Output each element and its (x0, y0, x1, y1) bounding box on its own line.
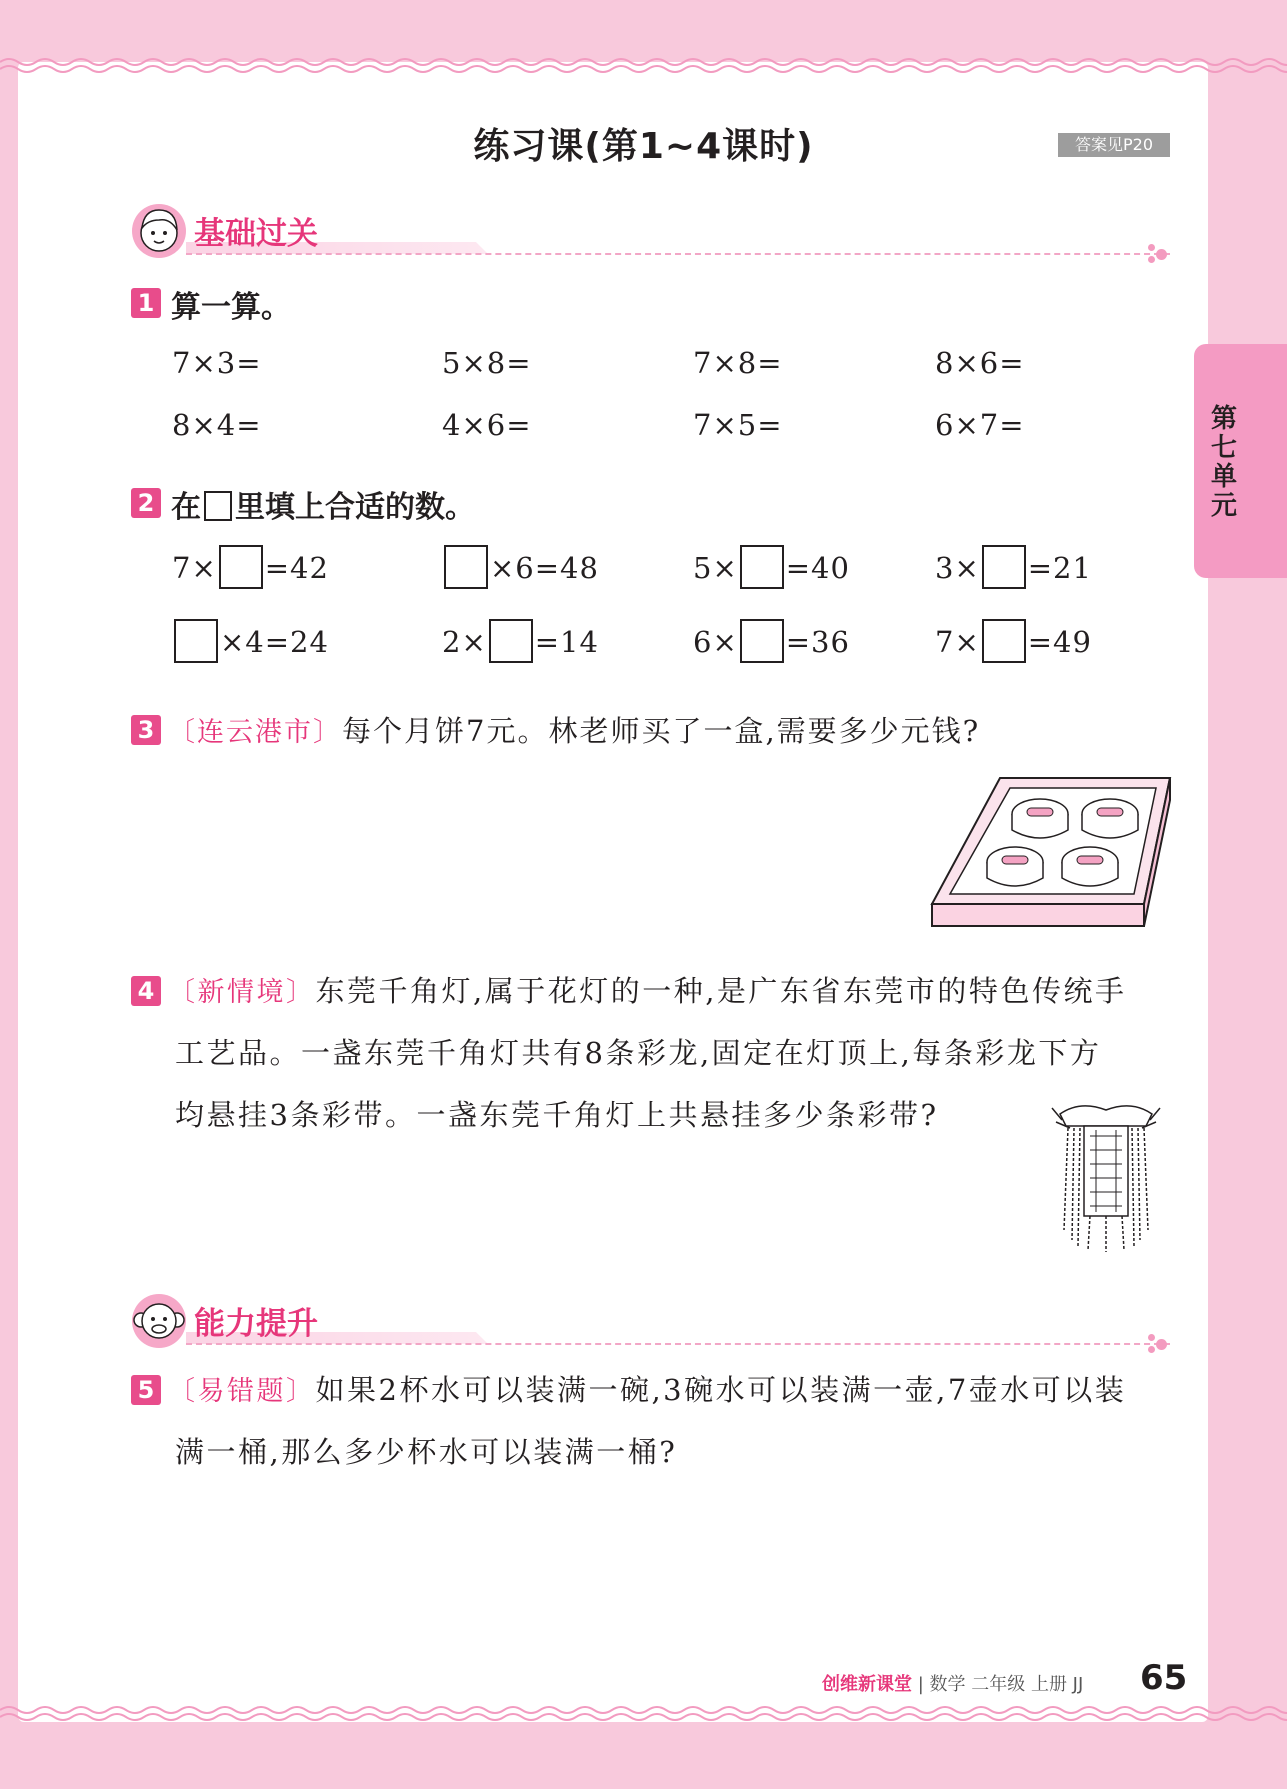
lantern-illustration (1050, 1100, 1162, 1252)
blank-box-sample (204, 491, 232, 521)
question-4-line-3: 均悬挂3条彩带。一盏东莞千角灯上共悬挂多少条彩带? (175, 1098, 939, 1132)
divider-dot (1148, 1334, 1155, 1341)
mooncake-icon (1012, 799, 1068, 838)
question-3-text (168, 700, 980, 764)
answer-blank-box[interactable] (982, 545, 1026, 589)
section-header-advanced (130, 1292, 1170, 1352)
q1-equation: 8×6= (935, 346, 1025, 380)
q2-eq-post: =21 (1027, 551, 1092, 585)
section-divider (186, 253, 1170, 255)
q1-equation: 4×6= (442, 408, 532, 442)
question-number-2: 2 (131, 488, 161, 518)
q2-equation (172, 622, 329, 666)
footer-info (822, 1670, 1083, 1696)
q1-equation: 7×8= (693, 346, 783, 380)
question-2-prompt (171, 482, 475, 526)
question-number-1: 1 (131, 288, 161, 318)
answer-blank-box[interactable] (489, 619, 533, 663)
q2-eq-post: =42 (264, 551, 329, 585)
q2-equation (442, 548, 599, 592)
question-2-prompt-after: 里填上合适的数。 (235, 490, 475, 525)
q1-equation: 5×8= (442, 346, 532, 380)
q2-eq-post: =14 (534, 625, 599, 659)
divider-dot (1156, 249, 1167, 260)
question-4-line-1-text: 东莞千角灯,属于花灯的一种,是广东省东莞市的特色传统手 (315, 974, 1127, 1008)
mooncake-box-illustration (930, 774, 1172, 932)
mooncake-icon (1082, 799, 1138, 838)
q2-eq-post: =36 (785, 625, 850, 659)
divider-dot (1148, 244, 1155, 251)
mooncake-icon (1062, 847, 1118, 886)
q1-equation: 7×5= (693, 408, 783, 442)
divider-dot (1148, 1346, 1155, 1353)
question-5-line-2: 满一桶,那么多少杯水可以装满一桶? (175, 1435, 678, 1469)
question-5-tag: 〔易错题〕 (168, 1376, 316, 1407)
q2-eq-post: ×6=48 (490, 551, 599, 585)
footer-brand: 创维新课堂 (822, 1674, 912, 1695)
section-label-basic: 基础过关 (194, 216, 318, 252)
answer-blank-box[interactable] (174, 619, 218, 663)
q2-equation (172, 548, 329, 592)
section-header-basic (130, 202, 1170, 262)
footer-subject-info: | 数学 二年级 上册 JJ (917, 1674, 1084, 1695)
question-5-line-1-text: 如果2杯水可以装满一碗,3碗水可以装满一壶,7壶水可以装 (315, 1373, 1127, 1407)
section-label-advanced: 能力提升 (194, 1306, 318, 1342)
question-5-line-1 (168, 1359, 1126, 1423)
question-4-line-2: 工艺品。一盏东莞千角灯共有8条彩龙,固定在灯顶上,每条彩龙下方 (175, 1036, 1102, 1070)
q2-equation (442, 622, 599, 666)
question-4-tag: 〔新情境〕 (168, 977, 316, 1008)
answer-blank-box[interactable] (219, 545, 263, 589)
q2-eq-post: ×4=24 (220, 625, 329, 659)
question-number-5: 5 (131, 1375, 161, 1405)
question-4-line-1 (168, 960, 1126, 1024)
page-title: 练习课(第1~4课时) (473, 126, 814, 167)
q2-equation (693, 548, 850, 592)
answer-blank-box[interactable] (740, 619, 784, 663)
q1-equation: 8×4= (172, 408, 262, 442)
q2-eq-pre: 6× (693, 625, 738, 659)
q2-equation (935, 622, 1092, 666)
q2-eq-post: =49 (1027, 625, 1092, 659)
q1-equation: 7×3= (172, 346, 262, 380)
divider-dot (1148, 256, 1155, 263)
question-number-4: 4 (131, 976, 161, 1006)
section-divider (186, 1343, 1170, 1345)
question-1-prompt: 算一算。 (171, 290, 291, 325)
answer-blank-box[interactable] (740, 545, 784, 589)
page-number: 65 (1140, 1658, 1188, 1698)
divider-dot (1156, 1339, 1167, 1350)
wavy-border-top (0, 50, 1287, 80)
mooncake-icon (987, 847, 1043, 886)
q1-equation: 6×7= (935, 408, 1025, 442)
q2-eq-pre: 3× (935, 551, 980, 585)
q2-eq-pre: 2× (442, 625, 487, 659)
question-3-body: 每个月饼7元。林老师买了一盒,需要多少元钱? (342, 714, 981, 748)
answer-blank-box[interactable] (444, 545, 488, 589)
question-2-prompt-before: 在 (171, 490, 201, 525)
q2-equation (935, 548, 1092, 592)
monkey-avatar-icon (130, 1292, 188, 1350)
q2-eq-pre: 7× (935, 625, 980, 659)
answer-reference-badge: 答案见P20 (1058, 133, 1170, 157)
wavy-border-bottom (0, 1700, 1287, 1730)
question-3-tag: 〔连云港市〕 (168, 717, 342, 748)
q2-equation (693, 622, 850, 666)
question-number-3: 3 (131, 715, 161, 745)
unit-side-tab-label: 第七单元 (1210, 404, 1237, 521)
answer-blank-box[interactable] (982, 619, 1026, 663)
q2-eq-pre: 5× (693, 551, 738, 585)
girl-avatar-icon (130, 202, 188, 260)
q2-eq-pre: 7× (172, 551, 217, 585)
q2-eq-post: =40 (785, 551, 850, 585)
